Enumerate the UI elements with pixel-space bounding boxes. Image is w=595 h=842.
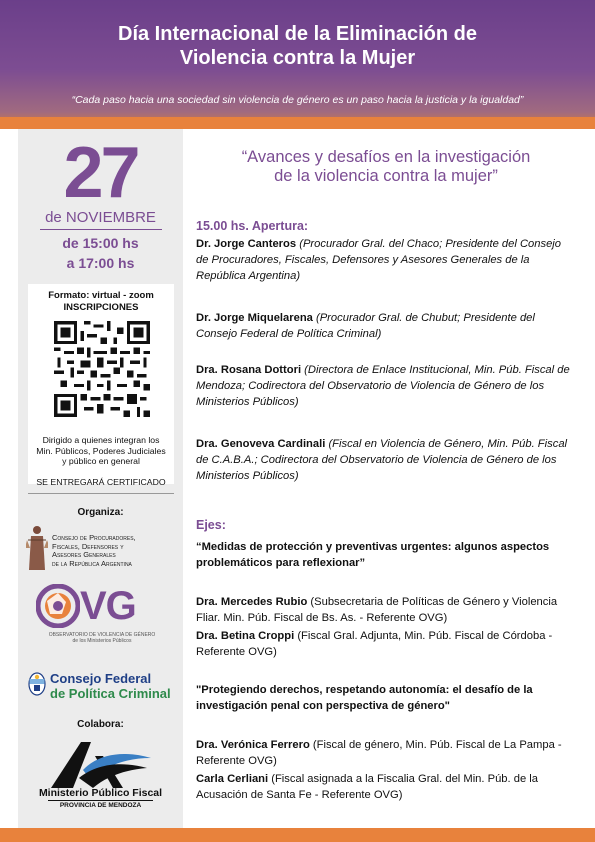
header-banner xyxy=(0,0,595,127)
certificate-note: SE ENTREGARÁ CERTIFICADO xyxy=(36,477,166,487)
speaker-entry xyxy=(196,436,576,484)
date-block xyxy=(18,129,183,279)
speaker-role: (Fiscal en Violencia de Género, Min. Púb. Fiscal de C.A.B.A.; Codirectora del Observatorio de Violencia de Género de los Ministerios Públicos) xyxy=(196,438,568,482)
header-accent-bar xyxy=(0,117,595,129)
page-title xyxy=(0,22,595,70)
audience-line: Dirigido a quienes integran los xyxy=(42,435,160,445)
speaker-name: Dra. Rosana Dottori xyxy=(196,364,302,376)
consejo-procuradores-logo xyxy=(26,522,176,576)
ovg-logo xyxy=(32,584,172,654)
organizers-label: Organiza: xyxy=(77,507,124,518)
speaker-name: Dra. Betina Croppi xyxy=(196,630,295,642)
format-label: Formato: virtual - zoom xyxy=(48,290,154,301)
registration-box xyxy=(28,284,174,484)
speaker-role: (Fiscal de género, Min. Púb. Fiscal de La Pampa - Referente OVG) xyxy=(196,739,562,767)
speaker-role: (Directora de Enlace Institucional, Min. Púb. Fiscal de Mendoza; Codirectora del Observatorio de Violencia de Género de los Ministerios Públicos) xyxy=(196,364,570,408)
consejo-name xyxy=(52,534,136,568)
speaker-role: (Procurador Gral. del Chaco; Presidente del Consejo de Procuradores, Fiscales, Defensores y Asesores Generales de la República Argentina) xyxy=(196,238,562,282)
cfpc-line-1: Consejo Federal xyxy=(50,671,152,686)
event-day: 27 xyxy=(63,133,138,213)
speaker-entry xyxy=(196,594,576,626)
divider xyxy=(28,493,174,494)
format-info xyxy=(28,290,174,314)
ovg-letters: VG xyxy=(80,584,136,628)
consejo-line: Fiscales, Defensores y xyxy=(52,541,124,551)
speaker-role: (Subsecretaria de Políticas de Género y Violencia Fliar. Min. Púb. Fiscal de Bs. As. - Referente OVG) xyxy=(196,596,558,624)
speaker-name: Carla Cerliani xyxy=(196,773,269,785)
consejo-line: Asesores Generales xyxy=(52,550,116,559)
aperture-o-icon xyxy=(36,584,80,628)
speaker-entry xyxy=(196,362,576,410)
header-quote: “Cada paso hacia una sociedad sin violencia de género es un paso hacia la justicia y la igualdad” xyxy=(71,94,524,106)
audience-text xyxy=(28,435,174,467)
speaker-name: Dra. Genoveva Cardinali xyxy=(196,438,326,450)
axes-label: Ejes: xyxy=(196,518,226,532)
argentina-shield-icon xyxy=(28,671,46,697)
divider xyxy=(48,800,153,801)
speaker-role: (Fiscal asignada a la Fiscalia Gral. del Min. Púb. de la Acusación de Santa Fe - Referente OVG) xyxy=(196,773,539,801)
justice-figure-icon xyxy=(26,524,48,574)
qr-code-icon[interactable] xyxy=(54,321,150,417)
month-underline xyxy=(40,229,162,230)
speaker-entry xyxy=(196,737,576,769)
left-sidebar xyxy=(18,129,183,828)
event-title-line: de la violencia contra la mujer” xyxy=(274,167,498,185)
axis-title: "Protegiendo derechos, respetando autonomía: el desafío de la investigación penal con perspectiva de género" xyxy=(196,684,533,712)
consejo-line: Consejo de Procuradores, xyxy=(52,533,136,542)
speaker-entry xyxy=(196,628,576,660)
collaborator-label: Colabora: xyxy=(77,719,124,730)
cfpc-line-2: de Política Criminal xyxy=(50,686,171,701)
speaker-name: Dra. Mercedes Rubio xyxy=(196,596,308,608)
title-line-2: Violencia contra la Mujer xyxy=(179,47,416,69)
axis-title: “Medidas de protección y preventivas urgentes: algunos aspectos problemáticos para reflexionar” xyxy=(196,541,550,569)
event-title-line: “Avances y desafíos en la investigación xyxy=(241,148,531,166)
registration-label: INSCRIPCIONES xyxy=(63,302,139,313)
audience-line: Min. Públicos, Poderes Judiciales xyxy=(36,445,166,456)
speaker-role: (Procurador Gral. de Chubut; Presidente del Consejo Federal de Política Criminal) xyxy=(196,312,535,340)
speaker-name: Dra. Verónica Ferrero xyxy=(196,739,310,751)
footer-accent-bar xyxy=(0,828,595,842)
speaker-entry xyxy=(196,310,576,342)
audience-line: y público en general xyxy=(62,456,140,466)
ovg-sub-line: de los Ministerios Públicos xyxy=(72,638,132,644)
ovg-sub-line: OBSERVATORIO DE VIOLENCIA DE GÉNERO xyxy=(48,632,156,638)
speaker-role: (Fiscal Gral. Adjunta, Min. Púb. Fiscal de Córdoba - Referente OVG) xyxy=(196,630,553,658)
event-month: de NOVIEMBRE xyxy=(45,209,156,226)
speaker-name: Dr. Jorge Canteros xyxy=(196,238,297,250)
time-from: de 15:00 hs xyxy=(62,235,139,251)
speaker-entry xyxy=(196,771,576,803)
consejo-federal-logo xyxy=(28,667,178,701)
speaker-name: Dr. Jorge Miquelarena xyxy=(196,312,313,324)
mpf-name: Ministerio Público Fiscal xyxy=(38,787,163,799)
mpf-province: PROVINCIA DE MENDOZA xyxy=(59,802,142,809)
time-to: a 17:00 hs xyxy=(66,255,135,271)
event-title xyxy=(196,148,576,186)
opening-time: 15.00 hs. Apertura: xyxy=(196,219,309,233)
consejo-line: de la República Argentina xyxy=(52,558,132,568)
speaker-entry xyxy=(196,236,576,284)
ovg-subtitle xyxy=(32,632,172,644)
title-line-1: Día Internacional de la Eliminación de xyxy=(118,23,477,45)
